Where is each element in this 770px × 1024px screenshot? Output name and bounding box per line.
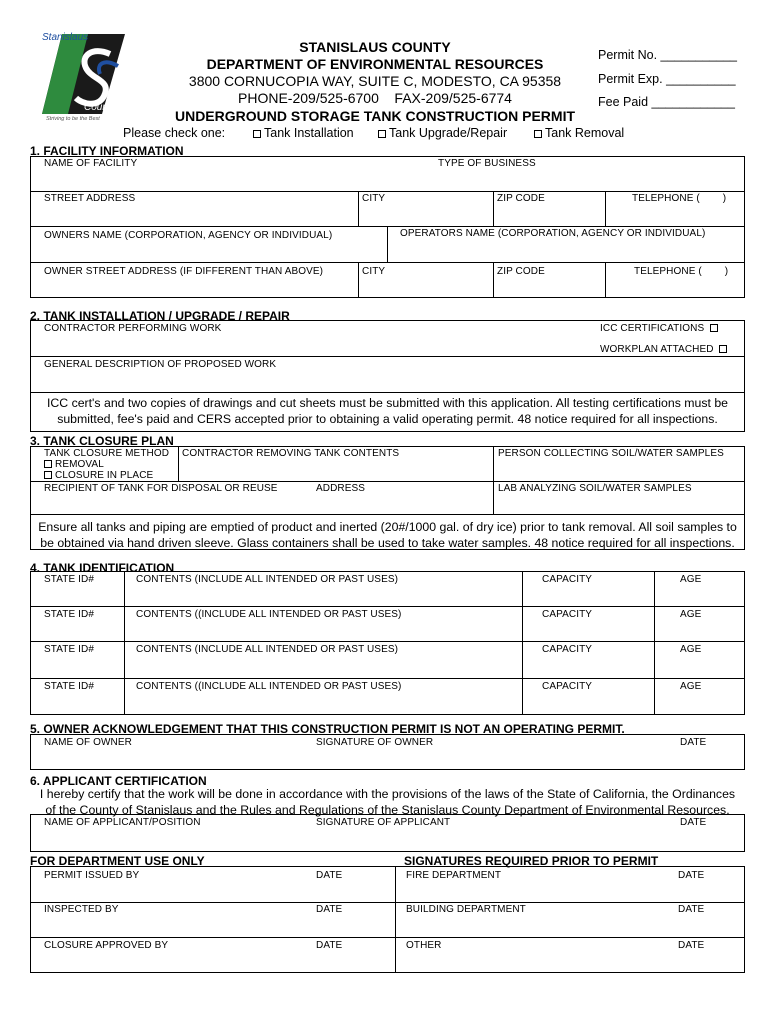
closure-note-line1: Ensure all tanks and piping are emptied of product and inerted (20#/1000 gal. of dry ice) prior to tank removal. All soil samples to (38, 520, 737, 534)
recipient-address-field[interactable]: ADDRESS (316, 483, 366, 494)
closure-approved-date-field[interactable]: DATE (316, 940, 343, 951)
capacity-field[interactable]: CAPACITY (542, 609, 593, 620)
inplace-label: CLOSURE IN PLACE (55, 470, 154, 481)
installation-note (30, 395, 745, 427)
state-id-field[interactable]: STATE ID# (44, 644, 94, 655)
contents-field[interactable]: CONTENTS (INCLUDE ALL INTENDED OR PAST USES) (136, 574, 399, 585)
checkbox-icon[interactable] (378, 130, 386, 138)
general-description-field[interactable]: GENERAL DESCRIPTION OF PROPOSED WORK (44, 359, 277, 370)
operators-name-field[interactable]: OPERATORS NAME (CORPORATION, AGENCY OR INDIVIDUAL) (400, 228, 706, 239)
agency-phone: PHONE-209/525-6700 FAX-209/525-6774 (238, 90, 512, 106)
option-tank-installation[interactable] (253, 126, 354, 140)
signatures-required-title: SIGNATURES REQUIRED PRIOR TO PERMIT (404, 854, 659, 868)
age-field[interactable]: AGE (680, 609, 702, 620)
section6-title: 6. APPLICANT CERTIFICATION (30, 774, 207, 788)
permit-exp-field[interactable]: Permit Exp. __________ (598, 72, 736, 86)
state-id-field[interactable]: STATE ID# (44, 574, 94, 585)
tank-recipient-field[interactable]: RECIPIENT OF TANK FOR DISPOSAL OR REUSE (44, 483, 278, 494)
closure-note-line2: be obtained via hand driven sleeve. Glass containers shall be used to take water samples. 48 notice required for all inspections. (40, 536, 735, 550)
checkbox-icon[interactable] (253, 130, 261, 138)
tank-id-box (30, 571, 745, 715)
installation-note-line2: submitted, fee's paid and CERS accepted prior to obtaining a valid operating permit. 48 notice required for all inspections. (57, 412, 718, 426)
checkbox-icon[interactable] (534, 130, 542, 138)
other-date-field[interactable]: DATE (678, 940, 705, 951)
age-field[interactable]: AGE (680, 574, 702, 585)
option-label: Tank Upgrade/Repair (389, 126, 508, 140)
closure-inplace-checkbox[interactable] (44, 470, 153, 481)
section1-title: 1. FACILITY INFORMATION (30, 144, 184, 158)
option-label: Tank Installation (264, 126, 354, 140)
lab-analyzing-field[interactable]: LAB ANALYZING SOIL/WATER SAMPLES (498, 483, 692, 494)
section3-title: 3. TANK CLOSURE PLAN (30, 434, 174, 448)
option-label: Tank Removal (545, 126, 625, 140)
county-logo (40, 32, 130, 124)
contractor-removing-field[interactable]: CONTRACTOR REMOVING TANK CONTENTS (182, 448, 400, 459)
contents-field[interactable]: CONTENTS (INCLUDE ALL INTENDED OR PAST USES) (136, 644, 399, 655)
agency-header (140, 39, 610, 107)
city-field[interactable]: CITY (362, 193, 386, 204)
inspected-date-field[interactable]: DATE (316, 904, 343, 915)
owner-street-field[interactable]: OWNER STREET ADDRESS (IF DIFFERENT THAN ABOVE) (44, 266, 324, 277)
checkbox-icon[interactable] (44, 471, 52, 479)
facility-name-field[interactable]: NAME OF FACILITY (44, 158, 138, 169)
logo-tagline: Striving to be the Best (46, 116, 100, 122)
zip-field[interactable]: ZIP CODE (497, 193, 545, 204)
checkbox-icon[interactable] (44, 460, 52, 468)
option-tank-upgrade[interactable] (378, 126, 507, 140)
building-department-field[interactable]: BUILDING DEPARTMENT (406, 904, 526, 915)
capacity-field[interactable]: CAPACITY (542, 574, 593, 585)
checkbox-icon[interactable] (719, 345, 727, 353)
section5-title: 5. OWNER ACKNOWLEDGEMENT THAT THIS CONSTRUCTION PERMIT IS NOT AN OPERATING PERMIT. (30, 722, 625, 736)
capacity-field[interactable]: CAPACITY (542, 681, 593, 692)
fee-paid-field[interactable]: Fee Paid ____________ (598, 95, 735, 109)
dept-use-title: FOR DEPARTMENT USE ONLY (30, 854, 205, 868)
owner-date-field[interactable]: DATE (680, 737, 707, 748)
telephone-field[interactable]: TELEPHONE ( ) (632, 193, 727, 204)
option-tank-removal[interactable] (534, 126, 624, 140)
applicant-name-field[interactable]: NAME OF APPLICANT/POSITION (44, 817, 201, 828)
applicant-date-field[interactable]: DATE (680, 817, 707, 828)
contents-field[interactable]: CONTENTS ((INCLUDE ALL INTENDED OR PAST USES) (136, 609, 402, 620)
closure-method-label: TANK CLOSURE METHOD (44, 448, 170, 459)
workplan-label: WORKPLAN ATTACHED (600, 344, 714, 355)
section2-title: 2. TANK INSTALLATION / UPGRADE / REPAIR (30, 309, 290, 323)
building-department-date-field[interactable]: DATE (678, 904, 705, 915)
certification-line2: of the County of Stanislaus and the Rules and Regulations of the Stanislaus County Department of Environmental Resources. (45, 803, 730, 817)
logo-word-stanislaus: Stanislaus (42, 32, 89, 43)
closure-removal-checkbox[interactable] (44, 459, 104, 470)
contents-field[interactable]: CONTENTS ((INCLUDE ALL INTENDED OR PAST USES) (136, 681, 402, 692)
age-field[interactable]: AGE (680, 681, 702, 692)
state-id-field[interactable]: STATE ID# (44, 609, 94, 620)
owner-name-field[interactable]: NAME OF OWNER (44, 737, 132, 748)
applicant-signature-field[interactable]: SIGNATURE OF APPLICANT (316, 817, 451, 828)
contractor-field[interactable]: CONTRACTOR PERFORMING WORK (44, 323, 222, 334)
fire-department-field[interactable]: FIRE DEPARTMENT (406, 870, 502, 881)
closure-note (28, 519, 747, 551)
section4-title: 4. TANK IDENTIFICATION (30, 561, 175, 575)
inspected-by-field[interactable]: INSPECTED BY (44, 904, 119, 915)
owner-zip-field[interactable]: ZIP CODE (497, 266, 545, 277)
street-address-field[interactable]: STREET ADDRESS (44, 193, 136, 204)
agency-name: STANISLAUS COUNTY (299, 39, 451, 55)
dept-use-box (30, 866, 745, 973)
removal-label: REMOVAL (55, 459, 104, 470)
other-field[interactable]: OTHER (406, 940, 442, 951)
owner-signature-field[interactable]: SIGNATURE OF OWNER (316, 737, 434, 748)
department-name: DEPARTMENT OF ENVIRONMENTAL RESOURCES (206, 56, 544, 72)
permit-issued-date-field[interactable]: DATE (316, 870, 343, 881)
owners-name-field[interactable]: OWNERS NAME (CORPORATION, AGENCY OR INDIVIDUAL) (44, 230, 333, 241)
closure-approved-by-field[interactable]: CLOSURE APPROVED BY (44, 940, 169, 951)
form-title: UNDERGROUND STORAGE TANK CONSTRUCTION PERMIT (174, 108, 576, 124)
check-prompt: Please check one: (123, 126, 226, 140)
age-field[interactable]: AGE (680, 644, 702, 655)
fire-department-date-field[interactable]: DATE (678, 870, 705, 881)
logo-word-county: County (84, 102, 116, 113)
owner-city-field[interactable]: CITY (362, 266, 386, 277)
installation-note-line1: ICC cert's and two copies of drawings and cut sheets must be submitted with this application. All testing certifications must be (46, 396, 729, 410)
person-collecting-field[interactable]: PERSON COLLECTING SOIL/WATER SAMPLES (498, 448, 724, 459)
icc-certifications-checkbox[interactable] (600, 323, 721, 334)
owner-telephone-field[interactable]: TELEPHONE ( ) (634, 266, 729, 277)
business-type-field[interactable]: TYPE OF BUSINESS (438, 158, 536, 169)
icc-label: ICC CERTIFICATIONS (600, 323, 705, 334)
workplan-attached-checkbox[interactable] (600, 344, 730, 355)
permit-issued-by-field[interactable]: PERMIT ISSUED BY (44, 870, 140, 881)
agency-address: 3800 CORNUCOPIA WAY, SUITE C, MODESTO, CA 95358 (188, 73, 562, 89)
checkbox-icon[interactable] (710, 324, 718, 332)
capacity-field[interactable]: CAPACITY (542, 644, 593, 655)
certification-line1: I hereby certify that the work will be done in accordance with the provisions of the laws of the State of California, the Ordinances (39, 787, 736, 801)
permit-no-field[interactable]: Permit No. ___________ (598, 48, 737, 62)
state-id-field[interactable]: STATE ID# (44, 681, 94, 692)
